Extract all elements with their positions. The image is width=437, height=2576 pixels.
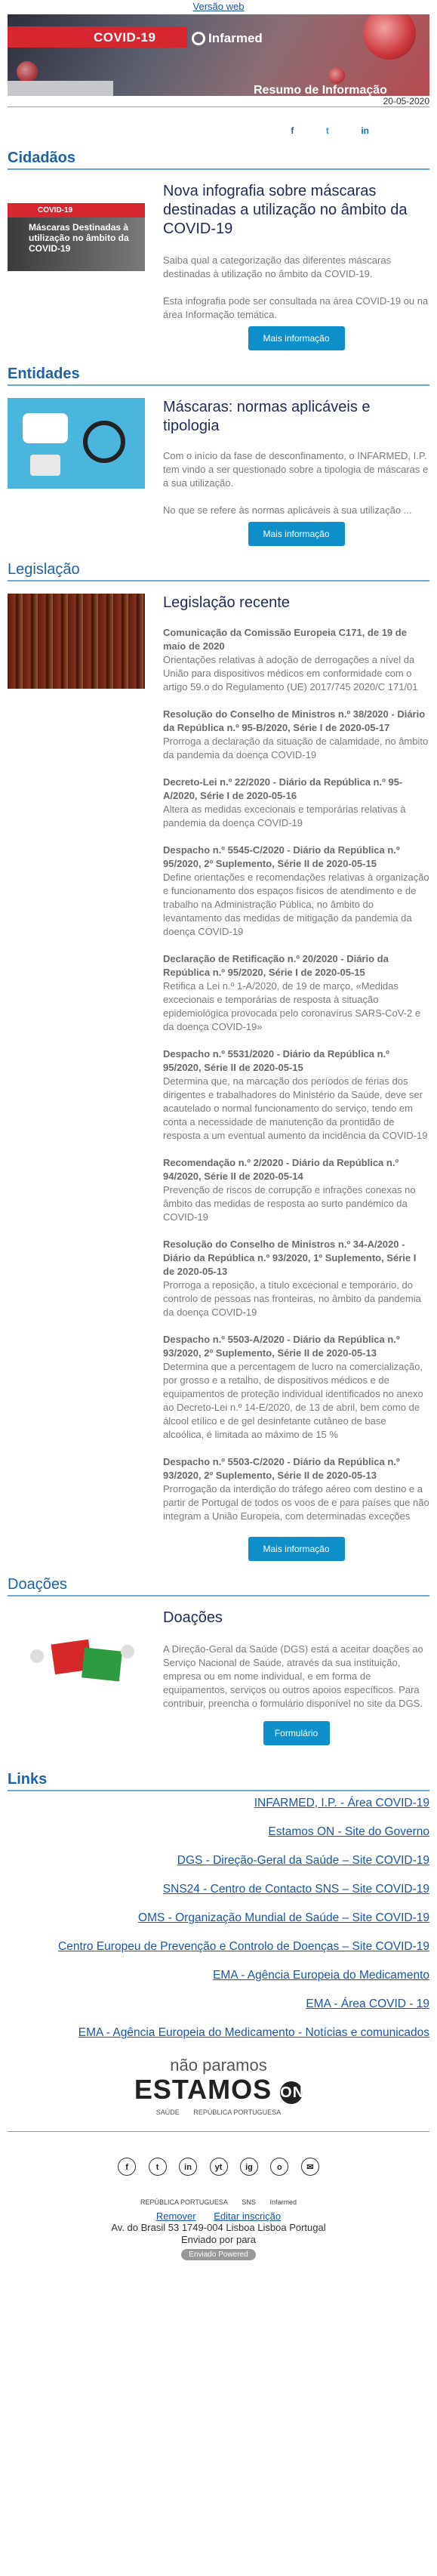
social-links-bottom [0, 2132, 437, 2198]
campaign-partner-logos [0, 2109, 437, 2116]
legislation-item [163, 952, 429, 1034]
legislation-item-title: Decreto-Lei n.º 22/2020 - Diário da República n.º 95-A/2020, Série I de 2020-05-16 [163, 776, 403, 801]
banner-covid-label: COVID-19 [94, 30, 156, 45]
email-icon[interactable]: ✉ [301, 2158, 319, 2176]
resource-link[interactable]: INFARMED, I.P. - Área COVID-19 [254, 1797, 429, 1809]
legislation-item-description: Orientações relativas à adoção de derrogações a nível da União para dispositivos médicos em conformidade com o artigo 59.o do Regulamento (UE) 2017/745 2020/C 171/01 [163, 654, 418, 693]
thumb-covid-label: COVID-19 [8, 203, 145, 217]
legislation-item-description: Determina que a percentagem de lucro na comercialização, por grosso e a retalho, de dispositivos médicos e de equipamentos de proteção individual identificados no anexo ao Decreto-Lei n.º 14-E/2020, de 13 de abril, bem como de álcool etílico e de gel desinfetante cutâneo de base alcoólica, é limitada ao máximo de 15 % [163, 1361, 423, 1440]
legislation-item-description: Determina que, na marcação dos períodos de férias dos dirigentes e trabalhadores do Ministério da Saúde, deve ser acautelado o normal funcionamento do serviço, tendo em conta a necessidade de manutenção da prontidão de resposta a um eventual aumento da incidência da COVID-19 [163, 1075, 428, 1141]
legislation-item [163, 1156, 429, 1224]
entidades-heading: Máscaras: normas aplicáveis e tipologia [163, 399, 371, 434]
powered-by-badge[interactable]: Enviado Powered [181, 2249, 255, 2260]
section-title-links: Links [8, 1769, 429, 1791]
green-puzzle-piece [82, 1647, 122, 1681]
infarmed-logo: Infarmed [269, 2198, 297, 2206]
legislation-item-description: Prorroga a reposição, a título excecional e temporário, do controlo de pessoas nas fronteiras, no âmbito da pandemia da doença COVID-19 [163, 1279, 421, 1318]
resource-link[interactable]: EMA - Agência Europeia do Medicamento - Notícias e comunicados [78, 2026, 429, 2039]
linkedin-icon[interactable]: in [361, 125, 369, 136]
legislation-item [163, 1047, 429, 1143]
section-title-legislacao: Legislação [8, 560, 429, 582]
legislation-item-title: Declaração de Retificação n.º 20/2020 - Diário da República n.º 95/2020, Série I de 2020-05-15 [163, 953, 389, 978]
twitter-icon[interactable]: t [149, 2158, 167, 2176]
resource-link[interactable]: SNS24 - Centro de Contacto SNS – Site COVID-19 [162, 1883, 429, 1896]
mask-shape [23, 413, 68, 443]
banner-gray-strip [8, 81, 113, 96]
on-icon: ON [280, 2081, 303, 2104]
legislation-item-title: Resolução do Conselho de Ministros n.º 38/2020 - Diário da República n.º 95-B/2020, Série I de 2020-05-17 [163, 708, 426, 733]
instagram-icon[interactable]: ig [240, 2158, 258, 2176]
virus-illustration [363, 14, 416, 60]
legislation-list [163, 626, 429, 1523]
entidades-paragraph-2: No que se refere às normas aplicáveis à sua utilização ... [163, 504, 412, 516]
legislation-item [163, 1238, 429, 1319]
newsletter-date: 20-05-2020 [8, 96, 429, 107]
web-version-link[interactable]: Versão web [192, 1, 245, 12]
doacoes-form-button[interactable]: Formulário [263, 1721, 330, 1745]
legislation-item-description: Define orientações e recomendações relativas à organização e funcionamento dos espaços físicos de atendimento e de trabalho na Administração Pública, no âmbito do levantamento das medidas de mitigação da pandemia da doença COVID-19 [163, 872, 429, 937]
cidadaos-paragraph-2: Esta infografia pode ser consultada na área COVID-19 ou na área Informação temática. [163, 295, 429, 320]
thumb-caption: Máscaras Destinadas à utilização no âmbito da COVID-19 [29, 222, 129, 254]
doacoes-article [8, 1609, 429, 1745]
legislation-item [163, 1455, 429, 1523]
footer-sent-by: Enviado por para [180, 2234, 256, 2245]
nao-paramos-text: não paramos [170, 2056, 267, 2075]
legislation-item [163, 776, 429, 830]
legislation-item [163, 844, 429, 939]
edit-subscription-link[interactable]: Editar inscrição [214, 2210, 282, 2222]
infarmed-logo [192, 31, 263, 46]
legislacao-heading: Legislação recente [163, 594, 290, 611]
infarmed-logo-text: Infarmed [208, 31, 263, 45]
legislacao-article [8, 594, 429, 1561]
virus-illustration-small-2 [328, 67, 345, 84]
legislacao-more-info-button[interactable]: Mais informação [248, 1537, 345, 1561]
website-link-icon[interactable]: o [270, 2158, 288, 2176]
legislation-item-title: Despacho n.º 5531/2020 - Diário da República n.º 95/2020, Série II de 2020-05-15 [163, 1048, 389, 1073]
footer-logos [0, 2198, 437, 2206]
facebook-icon[interactable]: f [118, 2158, 136, 2176]
doacoes-paragraph: A Direção-Geral da Saúde (DGS) está a aceitar doações ao Serviço Nacional de Saúde, através da sua instituição, empresa ou em nome individual, e em forma de equipamentos, serviços ou outros apoios específicos. Para contribuir, preencha o formulário disponível no site da DGS. [163, 1643, 423, 1709]
resource-link[interactable]: Estamos ON - Site do Governo [268, 1825, 429, 1838]
republica-portuguesa-logo: REPÚBLICA PORTUGUESA [140, 2198, 228, 2206]
legislation-item-description: Prevenção de riscos de corrupção e infrações conexas no âmbito das medidas de resposta ao surto pandémico da COVID-19 [163, 1184, 416, 1223]
legislation-item [163, 1333, 429, 1442]
legislation-item-title: Recomendação n.º 2/2020 - Diário da República n.º 94/2020, Série II de 2020-05-14 [163, 1157, 399, 1182]
puzzle-people-thumbnail[interactable] [8, 1619, 145, 1710]
cidadaos-article [8, 182, 429, 350]
unsubscribe-link[interactable]: Remover [155, 2210, 196, 2222]
entidades-article [8, 398, 429, 546]
masks-infographic-thumbnail[interactable] [8, 203, 145, 271]
person-figure-left [30, 1649, 44, 1663]
banner-title: Resumo de Informação [254, 84, 387, 96]
sns-logo: SNS [242, 2198, 256, 2206]
estamos-on-campaign-logo [0, 2056, 437, 2116]
legislation-item [163, 626, 429, 694]
legislation-item [163, 708, 429, 762]
section-title-entidades: Entidades [8, 364, 429, 386]
legislation-item-description: Prorrogação da interdição do tráfego aéreo com destino e a partir de Portugal de todos os voos de e para países que não integram a União Europeia, com determinadas exceções [163, 1483, 429, 1522]
section-title-doacoes: Doações [8, 1575, 429, 1597]
resource-link[interactable]: Centro Europeu de Prevenção e Controlo de Doenças – Site COVID-19 [58, 1940, 429, 1953]
republica-portuguesa-logo: REPÚBLICA PORTUGUESA [193, 2109, 282, 2116]
twitter-icon[interactable]: t [325, 125, 329, 136]
linkedin-icon[interactable]: in [179, 2158, 197, 2176]
legislation-item-title: Despacho n.º 5503-A/2020 - Diário da República n.º 93/2020, 2º Suplemento, Série II de 2020-05-13 [163, 1334, 400, 1359]
footer-links [0, 2210, 437, 2222]
resource-link[interactable]: EMA - Área COVID - 19 [306, 1998, 429, 2010]
law-books-thumbnail[interactable] [8, 594, 145, 689]
resource-link[interactable]: EMA - Agência Europeia do Medicamento [213, 1969, 429, 1982]
entidades-more-info-button[interactable]: Mais informação [248, 522, 345, 546]
resource-link[interactable]: DGS - Direção-Geral da Saúde – Site COVID-19 [177, 1854, 429, 1867]
links-list [8, 1796, 429, 2041]
doacoes-heading: Doações [163, 1609, 223, 1626]
legislation-item-title: Despacho n.º 5503-C/2020 - Diário da República n.º 93/2020, 2º Suplemento, Série II de 2020-05-13 [163, 1456, 400, 1481]
header-banner [8, 14, 429, 96]
legislation-item-title: Despacho n.º 5545-C/2020 - Diário da República n.º 95/2020, 2º Suplemento, Série II de 2020-05-15 [163, 844, 400, 869]
medical-equipment-thumbnail[interactable] [8, 398, 145, 489]
infarmed-logo-icon [192, 32, 205, 45]
cidadaos-more-info-button[interactable]: Mais informação [248, 326, 345, 350]
section-title-cidadaos: Cidadãos [8, 148, 429, 170]
facebook-icon[interactable]: f [291, 125, 294, 136]
glucometer-shape [30, 455, 60, 476]
cidadaos-heading: Nova infografia sobre máscaras destinadas a utilização no âmbito da COVID-19 [163, 183, 408, 237]
virus-illustration-small [17, 61, 38, 82]
youtube-icon[interactable]: yt [210, 2158, 228, 2176]
legislation-item-title: Comunicação da Comissão Europeia C171, de 19 de maio de 2020 [163, 627, 407, 652]
stethoscope-icon [83, 421, 125, 463]
legislation-item-description: Retifica a Lei n.º 1-A/2020, de 19 de março, «Medidas excecionais e temporárias de resposta à situação epidemiológica provocada pelo coronavírus SARS-CoV-2 e da doença COVID-19» [163, 980, 421, 1032]
footer-address: Av. do Brasil 53 1749-004 Lisboa Lisboa Portugal [111, 2222, 326, 2233]
person-figure-right [121, 1645, 134, 1658]
saude-logo: SAÚDE [155, 2109, 180, 2116]
estamos-on-text [0, 2075, 437, 2104]
social-share-top [0, 107, 437, 148]
legislation-item-title: Resolução do Conselho de Ministros n.º 34-A/2020 - Diário da República n.º 93/2020, 1º Suplemento, Série I de 2020-05-13 [163, 1239, 417, 1277]
legislation-item-description: Altera as medidas excecionais e temporárias relativas à pandemia da doença COVID-19 [163, 804, 406, 828]
cidadaos-paragraph-1: Saiba qual a categorização das diferentes máscaras destinadas à utilização no âmbito da COVID-19. [163, 255, 392, 279]
legislation-item-description: Prorroga a declaração da situação de calamidade, no âmbito da pandemia da doença COVID-19 [163, 736, 429, 760]
resource-link[interactable]: OMS - Organização Mundial de Saúde – Site COVID-19 [138, 1911, 429, 1924]
estamos-word: ESTAMOS [134, 2074, 272, 2105]
entidades-paragraph-1: Com o início da fase de desconfinamento, o INFARMED, I.P. tem vindo a ser questionado sobre a tipologia de máscaras e a sua utilização. [163, 450, 429, 489]
